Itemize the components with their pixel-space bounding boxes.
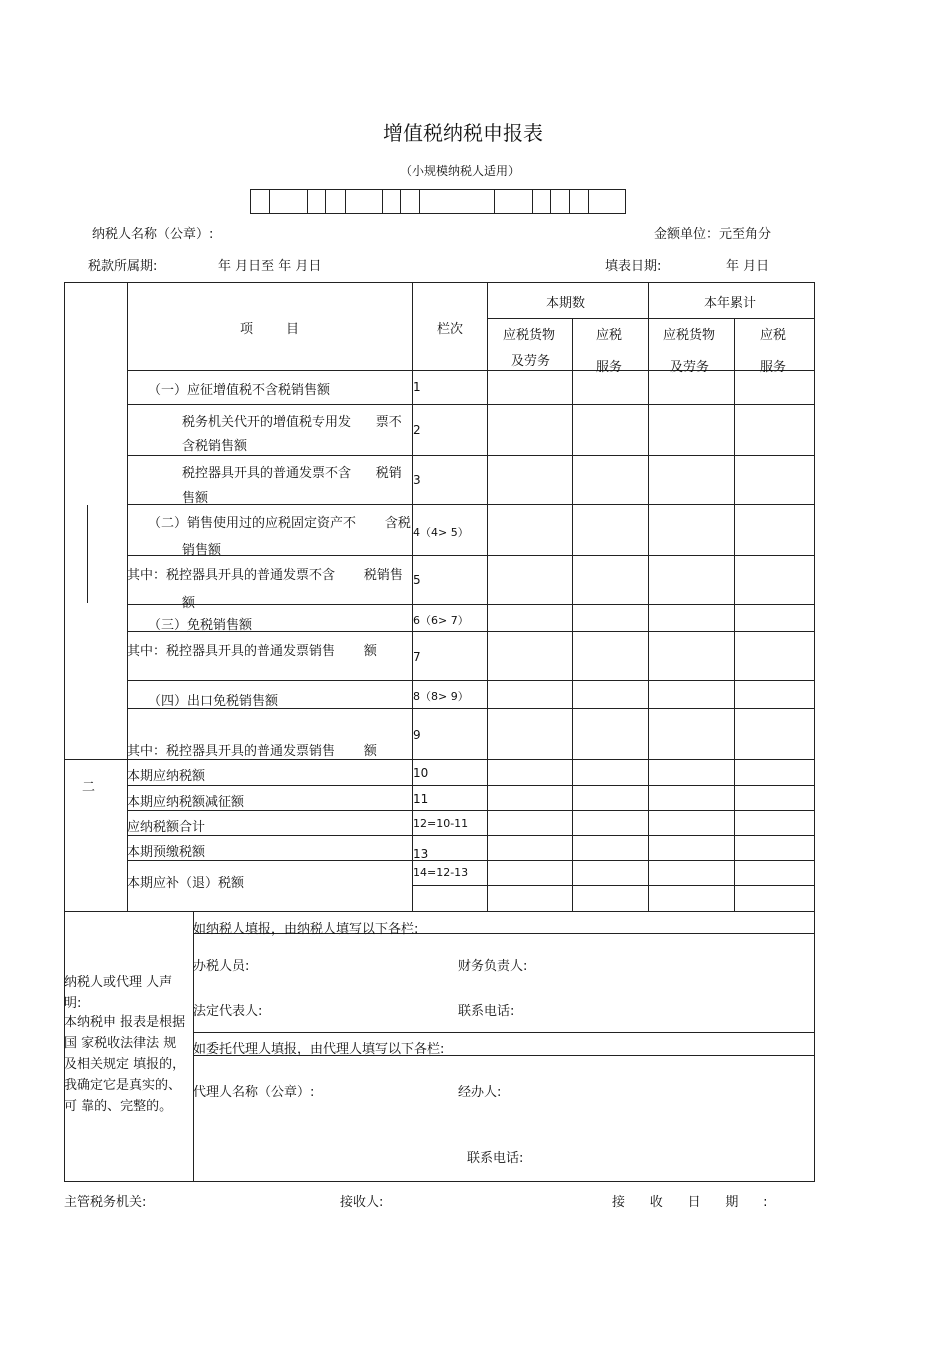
sub-service-ytd-2: 服务 (760, 360, 787, 375)
row-12-line: 12=10-11 (413, 817, 469, 830)
sub-goods-current-1: 应税货物 (503, 328, 556, 343)
row-6-item: （三）免税销售额 (148, 618, 253, 633)
receiver-label: 接收人: (340, 1195, 384, 1210)
row-2-line: 2 (413, 423, 421, 437)
col-line-header: 栏次 (437, 322, 464, 337)
section-2-mark: 二 (82, 780, 96, 795)
col-ytd-header: 本年累计 (704, 296, 757, 311)
row-4-item-b: 销售额 (182, 543, 222, 558)
row-10-line: 10 (413, 766, 429, 780)
fill-date-label: 填表日期: (605, 259, 662, 274)
row-4-item-a: （二）销售使用过的应税固定资产不 含税 (148, 516, 411, 531)
row-5-item-b: 额 (182, 596, 196, 611)
row-5-item-a: 其中：税控器具开具的普通发票不含 税销售 (127, 568, 403, 583)
row-3-line: 3 (413, 473, 421, 487)
row-11-line: 11 (413, 792, 429, 806)
page-title: 增值税纳税申报表 (383, 121, 543, 145)
page-subtitle: （小规模纳税人适用） (400, 164, 521, 178)
legal-rep-label[interactable]: 法定代表人: (193, 1004, 263, 1019)
row-11-item: 本期应纳税额减征额 (127, 795, 245, 810)
section-1-mark (87, 505, 88, 603)
tax-authority-label: 主管税务机关: (64, 1195, 147, 1210)
row-6-line: 6（6> 7） (413, 614, 469, 627)
agent-fill-note: 如委托代理人填报，由代理人填写以下各栏: (193, 1042, 445, 1057)
tax-period-value: 年 月日至 年 月日 (218, 259, 322, 274)
receive-date-label: 接 收 日 期 : (612, 1195, 768, 1210)
taxpayer-name-label: 纳税人名称（公章）: (92, 227, 214, 242)
row-3-item-a: 税控器具开具的普通发票不含 税销 (182, 466, 402, 481)
declaration-statement: 本纳税申 报表是根据国 家税收法律法 规及相关规定 填报的，我确定它是真实的、可 靠的、完整的。 (64, 1015, 186, 1114)
sub-service-current-2: 服务 (596, 360, 623, 375)
sub-goods-ytd-2: 及劳务 (670, 360, 710, 375)
row-9-line: 9 (413, 728, 421, 742)
row-8-line: 8（8> 9） (413, 690, 469, 703)
finance-head-label[interactable]: 财务负责人: (458, 959, 528, 974)
sub-goods-ytd-1: 应税货物 (663, 328, 716, 343)
row-3-item-b: 售额 (182, 491, 209, 506)
row-13-item: 本期预缴税额 (127, 845, 206, 860)
sub-goods-current-2: 及劳务 (511, 354, 551, 369)
row-13-line: 13 (413, 847, 429, 861)
col-item-header: 项 目 (240, 322, 300, 337)
row-5-line: 5 (413, 573, 421, 587)
sub-service-ytd-1: 应税 (760, 328, 787, 343)
row-1-item: （一）应征增值税不含税销售额 (148, 383, 331, 398)
fill-date-value: 年 月日 (726, 259, 770, 274)
amount-unit: 金额单位：元至角分 (654, 227, 772, 242)
row-14-item: 本期应补（退）税额 (127, 876, 245, 891)
row-2-item-b: 含税销售额 (182, 439, 248, 454)
row-9-item: 其中：税控器具开具的普通发票销售 额 (127, 744, 377, 759)
row-12-item: 应纳税额合计 (127, 820, 206, 835)
taxpayer-fill-note: 如纳税人填报，由纳税人填写以下各栏: (193, 922, 419, 937)
sub-service-current-1: 应税 (596, 328, 623, 343)
row-14-line: 14=12-13 (413, 866, 469, 879)
row-2-item-a: 税务机关代开的增值税专用发 票不 (182, 415, 402, 430)
tax-id-boxes[interactable] (250, 189, 626, 214)
row-10-item: 本期应纳税额 (127, 769, 206, 784)
handler-label[interactable]: 办税人员: (193, 959, 250, 974)
agent-phone-label[interactable]: 联系电话: (467, 1151, 524, 1166)
row-4-line: 4（4> 5） (413, 526, 469, 539)
phone-label[interactable]: 联系电话: (458, 1004, 515, 1019)
row-7-line: 7 (413, 650, 421, 664)
declaration-heading: 纳税人或代理 人声明: (64, 975, 173, 1011)
tax-period-label: 税款所属期: (88, 259, 158, 274)
row-7-item: 其中：税控器具开具的普通发票销售 额 (127, 644, 377, 659)
row-1-line: 1 (413, 380, 421, 394)
agent-name-label[interactable]: 代理人名称（公章）: (193, 1085, 315, 1100)
operator-label[interactable]: 经办人: (458, 1085, 502, 1100)
col-current-header: 本期数 (546, 296, 586, 311)
row-8-item: （四）出口免税销售额 (148, 694, 279, 709)
